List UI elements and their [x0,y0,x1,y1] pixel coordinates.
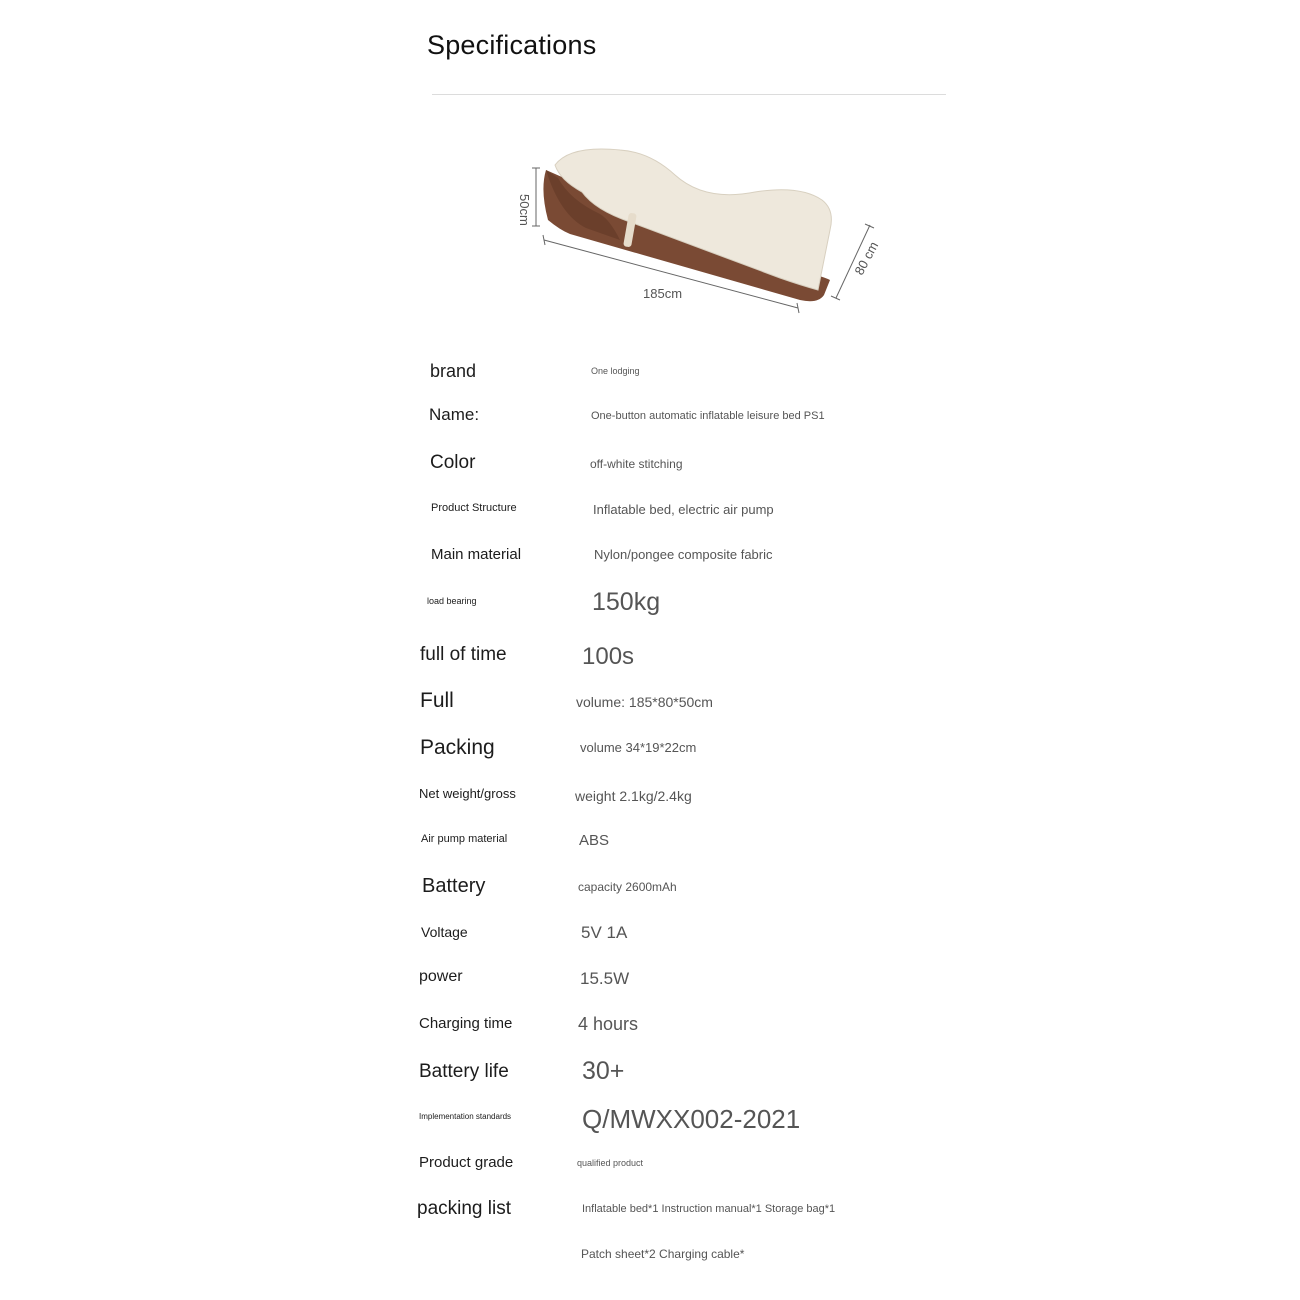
height-dimension-label: 50cm [517,194,532,226]
spec-value: 4 hours [578,1014,639,1034]
spec-label: full of time [420,644,507,665]
spec-label: Full [420,689,454,712]
spec-label: Voltage [421,924,468,940]
spec-label: Air pump material [421,833,508,845]
spec-value: qualified product [577,1158,644,1168]
spec-value: 150kg [592,588,661,616]
spec-label: Name: [429,405,480,424]
spec-label: packing list [417,1198,511,1219]
spec-label: Battery life [419,1061,509,1082]
inflatable-bed-illustration [500,130,900,330]
spec-label: Color [430,452,476,473]
spec-label: Main material [431,546,522,563]
spec-value: ABS [579,832,610,849]
spec-value: volume 34*19*22cm [580,740,697,755]
spec-value: weight 2.1kg/2.4kg [575,788,692,804]
spec-label: Battery [422,875,486,897]
spec-value-continued: Patch sheet*2 Charging cable* [581,1247,745,1261]
spec-label: Implementation standards [419,1112,512,1121]
spec-label: power [419,968,463,985]
spec-label: Charging time [419,1015,513,1032]
spec-value: Inflatable bed, electric air pump [593,502,774,517]
spec-value: off-white stitching [590,457,683,471]
page-title: Specifications [427,30,597,60]
product-image [500,130,900,330]
spec-value: One-button automatic inflatable leisure bed PS1 [591,410,825,422]
spec-value: Inflatable bed*1 Instruction manual*1 Storage bag*1 [582,1203,836,1215]
spec-value: 5V 1A [581,923,628,942]
spec-value: One lodging [591,366,640,376]
title-divider [432,94,946,95]
spec-label: Product grade [419,1154,514,1171]
spec-value: Nylon/pongee composite fabric [594,547,773,562]
spec-label: brand [430,361,477,381]
length-dimension-label: 185cm [643,286,683,301]
spec-value: Q/MWXX002-2021 [582,1104,801,1134]
spec-value: 100s [582,643,635,670]
spec-label: Product Structure [431,502,517,514]
spec-value: capacity 2600mAh [578,880,677,894]
width-dimension-label: 80 cm [851,239,882,278]
spec-value: volume: 185*80*50cm [576,694,713,710]
spec-label: Net weight/gross [419,786,516,801]
spec-label: load bearing [427,596,477,606]
spec-value: 15.5W [580,969,630,988]
spec-label: Packing [420,736,495,759]
spec-value: 30+ [582,1057,625,1085]
